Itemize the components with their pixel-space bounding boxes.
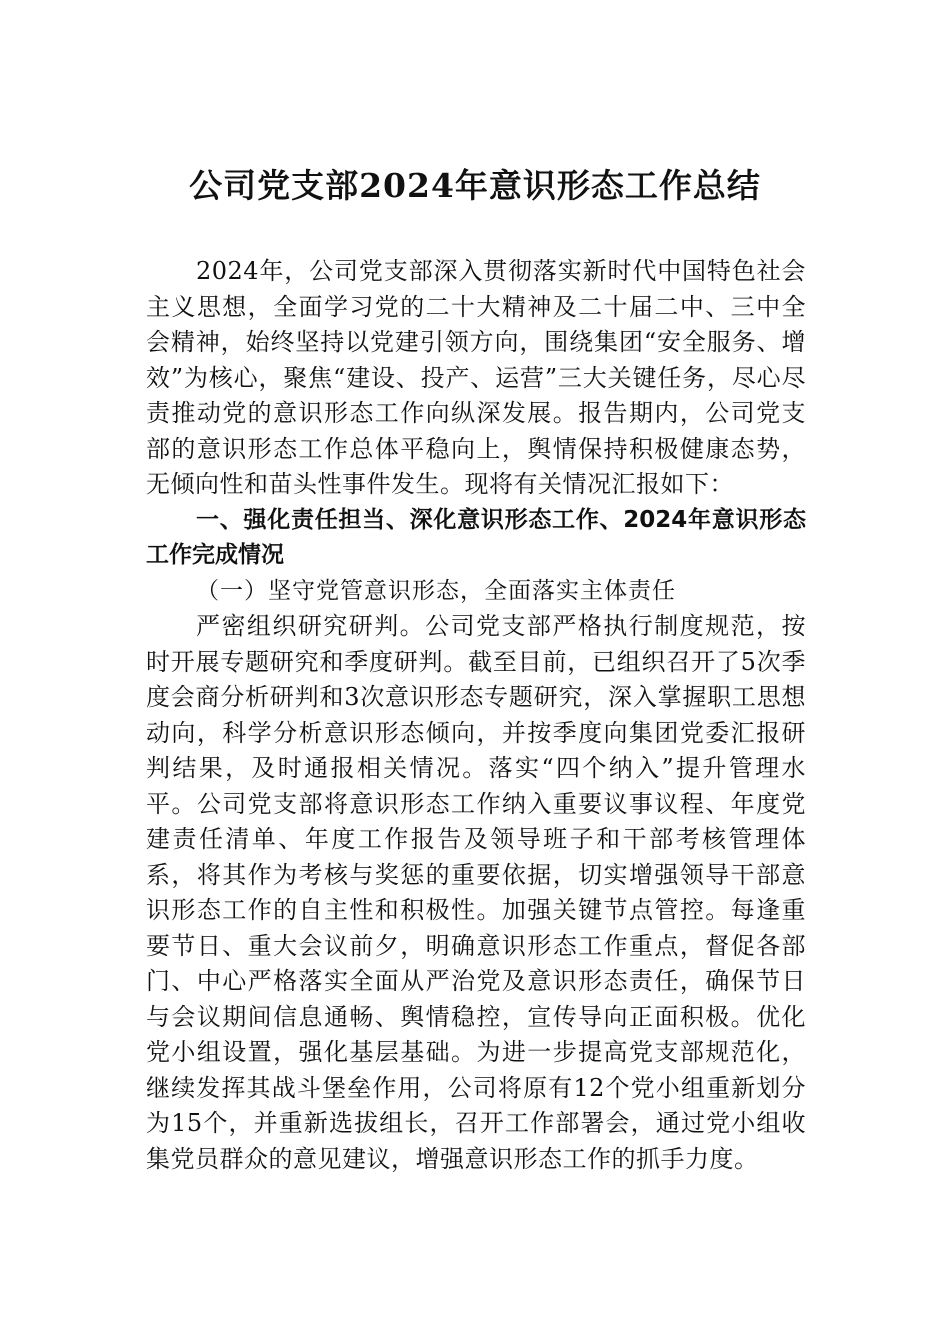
subsection-1-paragraph: 严密组织研究研判。公司党支部严格执行制度规范，按时开展专题研究和季度研判。截至目前，已组织召开了5次季度会商分析研判和3次意识形态专题研究，深入掌握职工思想动向，科学分析意识形态倾向，并按季度向集团党委汇报研判结果，及时通报相关情况。落实“四个纳入”提升管理水平。公司党支部将意识形态工作纳入重要议事议程、年度党建责任清单、年度工作报告及领导班子和干部考核管理体系，将其作为考核与奖惩的重要依据，切实增强领导干部意识形态工作的自主性和积极性。加强关键节点管控。每逢重要节日、重大会议前夕，明确意识形态工作重点，督促各部门、中心严格落实全面从严治党及意识形态责任，确保节日与会议期间信息通畅、舆情稳控，宣传导向正面积极。优化党小组设置，强化基层基础。为进一步提高党支部规范化，继续发挥其战斗堡垒作用，公司将原有12个党小组重新划分为15个，并重新选拔组长，召开工作部署会，通过党小组收集党员群众的意见建议，增强意识形态工作的抓手力度。	[146, 612, 806, 1173]
document-title: 公司党支部2024年意识形态工作总结	[189, 166, 761, 205]
document-body	[146, 254, 806, 1177]
subsection-heading-1: （一）坚守党管意识形态，全面落实主体责任	[196, 577, 676, 604]
intro-paragraph: 2024年，公司党支部深入贯彻落实新时代中国特色社会主义思想，全面学习党的二十大精神及二十届二中、三中全会精神，始终坚持以党建引领方向，围绕集团“安全服务、增效”为核心，聚焦“建设、投产、运营”三大关键任务，尽心尽责推动党的意识形态工作向纵深发展。报告期内，公司党支部的意识形态工作总体平稳向上，舆情保持积极健康态势，无倾向性和苗头性事件发生。现将有关情况汇报如下：	[146, 257, 806, 498]
section-heading-1: 一、强化责任担当、深化意识形态工作、2024年意识形态工作完成情况	[146, 506, 806, 568]
